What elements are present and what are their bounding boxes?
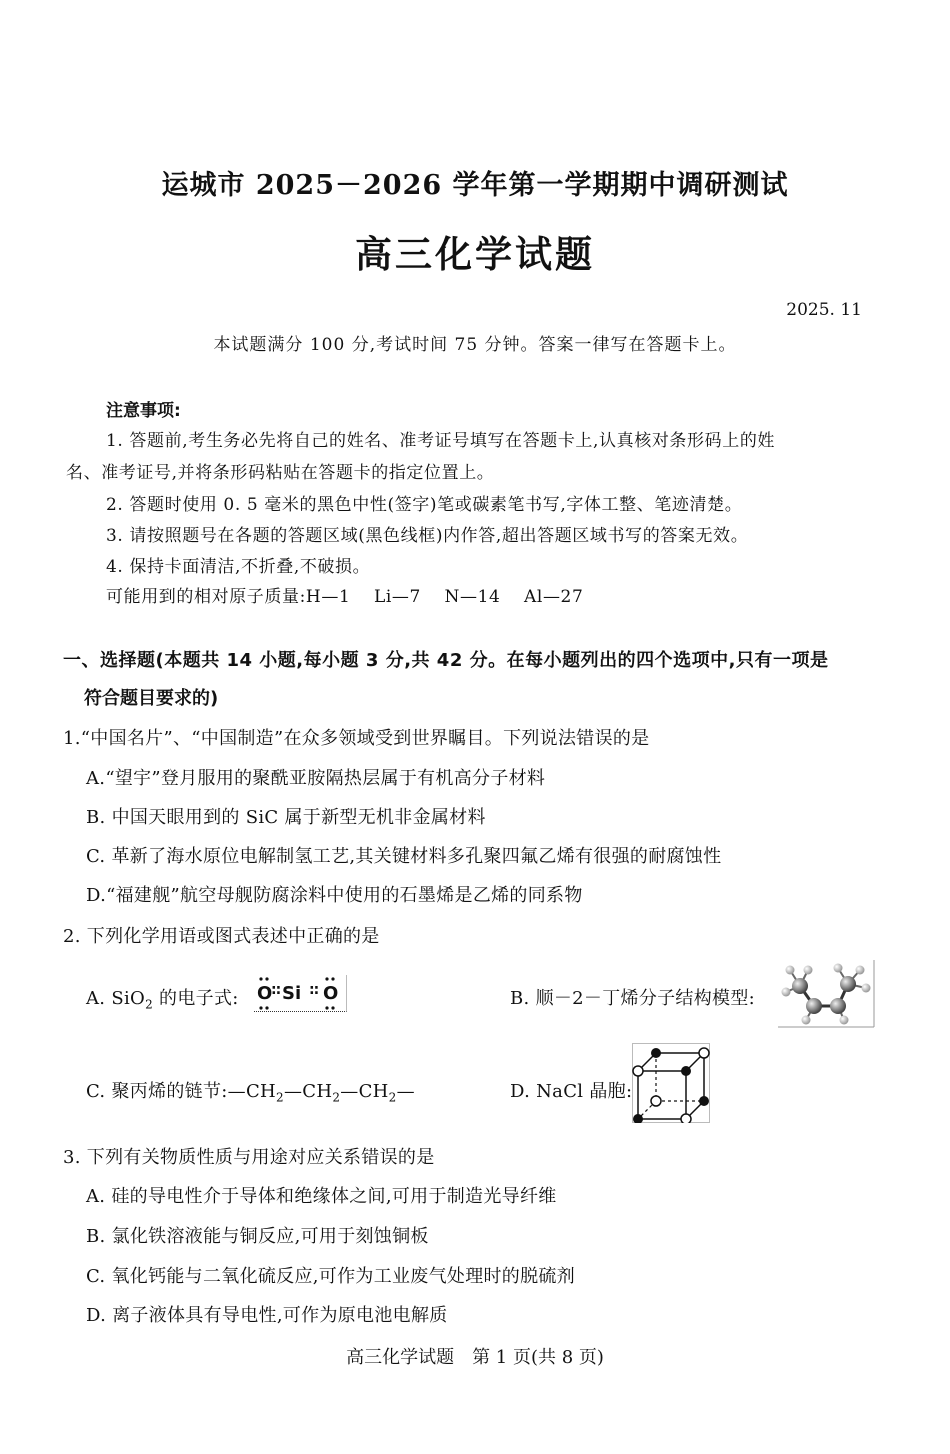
q2-c-sub-2: 2 bbox=[332, 1090, 341, 1105]
q1-option-a: A.“望宇”登月服用的聚酰亚胺隔热层属于有机高分子材料 bbox=[86, 768, 546, 789]
nacl-unit-cell bbox=[632, 1043, 710, 1123]
q2-c-mid-2: —CH bbox=[340, 1081, 389, 1102]
q2-option-a bbox=[86, 984, 239, 1012]
q1-stem: 1.“中国名片”、“中国制造”在众多领域受到世界瞩目。下列说法错误的是 bbox=[63, 728, 650, 749]
sio2-electron-formula bbox=[254, 975, 347, 1012]
q2-a-suffix: 的电子式: bbox=[153, 988, 239, 1009]
q1-option-b: B. 中国天眼用到的 SiC 属于新型无机非金属材料 bbox=[86, 807, 486, 828]
q1-option-c: C. 革新了海水原位电解制氢工艺,其关键材料多孔聚四氟乙烯有很强的耐腐蚀性 bbox=[86, 846, 722, 867]
section-heading-cont: 符合题目要求的) bbox=[84, 688, 219, 709]
atomic-mass-line: 可能用到的相对原子质量:H—1 Li—7 N—14 Al—27 bbox=[106, 587, 584, 607]
q3-option-c: C. 氧化钙能与二氧化硫反应,可作为工业废气处理时的脱硫剂 bbox=[86, 1266, 575, 1287]
exam-title: 运城市 2025－2026 学年第一学期期中调研测试 bbox=[161, 170, 789, 201]
notice-item-3: 3. 请按照题号在各题的答题区域(黑色线框)内作答,超出答题区域书写的答案无效。 bbox=[106, 526, 749, 546]
o-atom-left: O bbox=[257, 983, 273, 1004]
q2-stem: 2. 下列化学用语或图式表述中正确的是 bbox=[63, 926, 380, 947]
si-atom: Si bbox=[282, 983, 302, 1004]
cis-2-butene-model bbox=[778, 960, 875, 1028]
q2-a-sub: 2 bbox=[145, 997, 154, 1012]
shared-pair-left: :: bbox=[271, 982, 281, 998]
q2-c-mid-1: —CH bbox=[283, 1081, 333, 1102]
notice-item-1-cont: 名、准考证号,并将条形码粘贴在答题卡的指定位置上。 bbox=[66, 463, 495, 483]
q3-option-b: B. 氯化铁溶液能与铜反应,可用于刻蚀铜板 bbox=[86, 1226, 429, 1247]
q1-option-d: D.“福建舰”航空母舰防腐涂料中使用的石墨烯是乙烯的同系物 bbox=[86, 885, 583, 906]
q2-c-end: — bbox=[396, 1081, 415, 1102]
exam-date: 2025. 11 bbox=[786, 300, 862, 320]
q2-c-prefix: C. 聚丙烯的链节:—CH bbox=[86, 1081, 277, 1102]
notice-item-4: 4. 保持卡面清洁,不折叠,不破损。 bbox=[106, 557, 371, 577]
q2-option-d: D. NaCl 晶胞: bbox=[510, 1081, 633, 1102]
q3-option-d: D. 离子液体具有导电性,可作为原电池电解质 bbox=[86, 1305, 448, 1326]
notice-item-1: 1. 答题前,考生务必先将自己的姓名、准考证号填写在答题卡上,认真核对条形码上的姓 bbox=[106, 431, 776, 451]
shared-pair-right: :: bbox=[309, 982, 319, 998]
notice-item-2: 2. 答题时使用 0. 5 毫米的黑色中性(签字)笔或碳素笔书写,字体工整、笔迹清楚。 bbox=[106, 495, 743, 515]
notice-heading: 注意事项: bbox=[106, 401, 181, 421]
q3-option-a: A. 硅的导电性介于导体和绝缘体之间,可用于制造光导纤维 bbox=[86, 1186, 557, 1207]
q2-option-c bbox=[86, 1077, 415, 1105]
q2-a-prefix: A. SiO bbox=[86, 988, 146, 1009]
q2-c-sub-1: 2 bbox=[276, 1090, 284, 1105]
q2-option-b: B. 顺－2－丁烯分子结构模型: bbox=[510, 988, 755, 1009]
exam-info: 本试题满分 100 分,考试时间 75 分钟。答案一律写在答题卡上。 bbox=[213, 335, 737, 355]
q2-c-sub-3: 2 bbox=[388, 1090, 397, 1105]
lone-pair-dots bbox=[254, 975, 346, 1011]
q3-stem: 3. 下列有关物质性质与用途对应关系错误的是 bbox=[63, 1147, 435, 1168]
section-heading: 一、选择题(本题共 14 小题,每小题 3 分,共 42 分。在每小题列出的四个选项中,只有一项是 bbox=[63, 650, 829, 671]
page-footer: 高三化学试题 第 1 页(共 8 页) bbox=[346, 1347, 604, 1368]
o-atom-right: O bbox=[323, 983, 339, 1004]
subject-title: 高三化学试题 bbox=[355, 232, 595, 276]
